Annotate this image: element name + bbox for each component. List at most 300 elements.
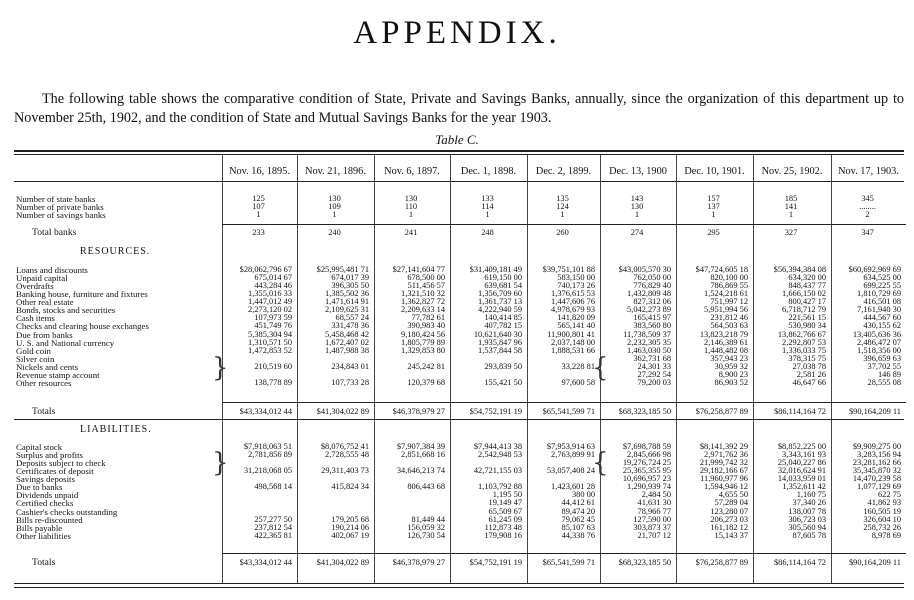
- table-row: [0, 347, 914, 355]
- table-row: [0, 459, 914, 467]
- table-cell: 1,448,482 08: [704, 345, 748, 355]
- row-label: Banking house, furniture and fixtures: [16, 289, 148, 300]
- table-cell: 1,805,779 89: [401, 337, 445, 347]
- row-label: Surplus and profits: [16, 450, 83, 461]
- table-cell: 1,352,611 42: [782, 482, 826, 492]
- table-cell: 820,100 00: [710, 273, 748, 283]
- column-header: Dec. 2, 1899.: [535, 166, 592, 177]
- table-cell: 415,824 34: [331, 482, 369, 492]
- table-cell: 800,427 17: [788, 297, 826, 307]
- table-cell: 806,443 68: [407, 482, 445, 492]
- table-cell: 130: [404, 194, 418, 203]
- table-cell: 27,038 78: [792, 361, 826, 371]
- table-cell: 1: [711, 210, 716, 219]
- table-cell: 126,730 54: [407, 530, 445, 540]
- table-cell: 2,146,389 61: [704, 337, 748, 347]
- table-cell: 21,999,742 32: [699, 458, 748, 468]
- table-cell: 1,537,844 58: [478, 345, 522, 355]
- table-cell: 827,312 06: [633, 297, 671, 307]
- liabilities-totals-row: [0, 559, 914, 567]
- table-cell: $65,541,599 71: [542, 407, 595, 416]
- row-label: Dividends unpaid: [16, 490, 79, 501]
- table-cell: 619,150 00: [484, 273, 522, 283]
- table-cell: 2,486,472 07: [857, 337, 901, 347]
- table-cell: 2,209,633 14: [401, 305, 445, 315]
- table-cell: 1,888,531 66: [551, 345, 595, 355]
- table-cell: 293,839 50: [484, 361, 522, 371]
- table-cell: 79,200 03: [637, 377, 671, 387]
- table-cell: 1,336,033 75: [782, 345, 826, 355]
- table-cell: 10,696,957 23: [622, 474, 671, 484]
- table-cell: 305,560 94: [788, 522, 826, 532]
- table-row: [0, 475, 914, 483]
- table-cell: 1: [256, 210, 261, 219]
- table-cell: 65,509 67: [488, 506, 522, 516]
- table-cell: 430,155 62: [863, 321, 901, 331]
- table-cell: 133: [481, 194, 494, 203]
- table-cell: 3,343,161 93: [782, 450, 826, 460]
- table-cell: 30,959 32: [714, 361, 748, 371]
- table-cell: 97,600 58: [561, 377, 595, 387]
- table-cell: 1,310,571 50: [248, 337, 292, 347]
- table-cell: 155,421 50: [484, 377, 522, 387]
- table-cell: 5,385,304 94: [248, 329, 292, 339]
- table-cell: 378,315 75: [788, 353, 826, 363]
- table-cell: 165,415 97: [633, 313, 671, 323]
- table-row: [0, 443, 914, 451]
- table-cell: $7,944,413 38: [473, 442, 522, 451]
- table-cell: 156,059 32: [407, 522, 445, 532]
- table-cell: 124: [556, 202, 569, 211]
- column-header: Dec. 1, 1898.: [460, 166, 517, 177]
- table-cell: 274: [630, 228, 644, 237]
- table-cell: 29,311,403 73: [321, 466, 369, 476]
- table-cell: 120,379 68: [407, 377, 445, 387]
- table-cell: 46,647 66: [792, 377, 826, 387]
- table-cell: 25,365,355 95: [622, 466, 671, 476]
- row-label: Savings deposits: [16, 474, 75, 485]
- section-heading: RESOURCES.: [80, 246, 151, 257]
- row-label: Revenue stamp account: [16, 369, 100, 380]
- table-cell: 258,732 26: [863, 522, 901, 532]
- table-cell: 740,173 26: [557, 281, 595, 291]
- table-cell: 127,590 00: [633, 514, 671, 524]
- table-cell: 78,966 77: [637, 506, 671, 516]
- brace-mark: }: [212, 353, 229, 383]
- table-cell: 4,978,679 93: [551, 305, 595, 315]
- table-cell: 2,292,807 53: [782, 337, 826, 347]
- table-cell: 380 00: [571, 490, 595, 500]
- table-cell: 140,414 85: [484, 313, 522, 323]
- table-cell: 2,037,148 00: [551, 337, 595, 347]
- table-cell: $43,334,012 44: [239, 407, 292, 416]
- table-cell: $39,751,101 88: [542, 265, 595, 274]
- table-cell: 257,277 50: [254, 514, 292, 524]
- table-cell: 1,385,502 36: [325, 289, 369, 299]
- table-cell: 179,205 68: [331, 514, 369, 524]
- table-cell: 1,103,792 88: [478, 482, 522, 492]
- table-cell: 107,733 28: [331, 377, 369, 387]
- table-cell: 674,017 39: [331, 273, 369, 283]
- table-cell: 13,862,766 67: [777, 329, 826, 339]
- table-row: [0, 195, 914, 203]
- table-cell: $43,334,012 44: [239, 558, 292, 567]
- row-label: Bills payable: [16, 522, 63, 533]
- table-cell: $65,541,599 71: [542, 558, 595, 567]
- table-cell: 28,555 08: [867, 377, 901, 387]
- table-cell: 81,449 44: [411, 514, 445, 524]
- table-cell: 240: [328, 228, 341, 237]
- row-label: Loans and discounts: [16, 265, 88, 275]
- table-cell: $86,114,164 72: [773, 558, 826, 567]
- row-label: Certified checks: [16, 498, 74, 509]
- table-cell: 107: [252, 202, 265, 211]
- table-cell: 1,321,510 32: [401, 289, 445, 299]
- table-cell: 564,503 63: [710, 321, 748, 331]
- column-header: Nov. 25, 1902.: [761, 166, 823, 177]
- resources-totals-row: [0, 408, 914, 416]
- row-label: Silver coin: [16, 353, 55, 364]
- row-label: Number of private banks: [16, 202, 104, 212]
- table-cell: $54,752,191 19: [469, 407, 522, 416]
- table-cell: 2,542,948 53: [478, 450, 522, 460]
- table-cell: 451,749 76: [254, 321, 292, 331]
- table-row: [0, 491, 914, 499]
- table-cell: 8,900 23: [718, 369, 748, 379]
- table-cell: 14,470,239 58: [852, 474, 901, 484]
- table-cell: $76,258,877 89: [695, 558, 748, 567]
- table-cell: 1: [788, 210, 794, 219]
- table-row: [0, 516, 914, 524]
- table-cell: 248: [481, 228, 494, 237]
- table-cell: 114: [481, 202, 494, 211]
- table-cell: 14,033,959 01: [777, 474, 826, 484]
- table-cell: 130: [630, 202, 644, 211]
- table-cell: ........: [859, 202, 876, 211]
- table-cell: 2,845,666 98: [627, 450, 671, 460]
- row-label: Cashier's checks outstanding: [16, 506, 118, 517]
- table-cell: 396,305 50: [331, 281, 369, 291]
- column-header: Dec. 13, 1900: [609, 166, 667, 177]
- table-cell: 1,524,218 61: [704, 289, 748, 299]
- table-row: [0, 508, 914, 516]
- table-cell: 61,245 09: [488, 514, 522, 524]
- table-cell: 4,222,940 59: [478, 305, 522, 315]
- table-cell: 422,365 81: [254, 530, 292, 540]
- table-cell: 1,672,407 02: [325, 337, 369, 347]
- row-label: Other real estate: [16, 297, 74, 308]
- table-cell: $41,304,022 89: [316, 407, 369, 416]
- table-rule: [14, 150, 904, 152]
- table-cell: 21,707 12: [637, 530, 671, 540]
- table-cell: 112,873 48: [484, 522, 522, 532]
- table-cell: 1,487,988 38: [325, 345, 369, 355]
- table-cell: 1,432,809 48: [627, 289, 671, 299]
- table-cell: $76,258,877 89: [695, 407, 748, 416]
- table-cell: 41,631 30: [637, 498, 671, 508]
- table-row: [0, 371, 914, 379]
- table-rule: [222, 402, 906, 403]
- table-cell: 6,718,712 79: [782, 305, 826, 315]
- table-cell: $90,164,209 11: [848, 558, 901, 567]
- table-cell: 1,290,939 74: [627, 482, 671, 492]
- table-cell: 331,478 36: [331, 321, 369, 331]
- table-cell: 109: [328, 202, 341, 211]
- table-cell: 622 75: [877, 490, 901, 500]
- table-cell: 87,605 78: [792, 530, 826, 540]
- table-row: [0, 266, 914, 274]
- row-label: Totals: [32, 557, 56, 568]
- table-rule: [14, 181, 904, 182]
- table-cell: 1,376,615 53: [551, 289, 595, 299]
- table-cell: 327: [784, 228, 798, 237]
- table-cell: 7,161,940 30: [857, 305, 901, 315]
- table-row: [0, 298, 914, 306]
- table-row: [0, 322, 914, 330]
- table-cell: 1,471,614 91: [325, 297, 369, 307]
- row-label: Nickels and cents: [16, 361, 79, 372]
- table-cell: 1,472,853 52: [248, 345, 292, 355]
- table-caption: Table C.: [435, 132, 479, 147]
- table-rule: [14, 419, 904, 420]
- table-cell: $47,724,605 18: [695, 265, 748, 274]
- table-cell: 2,763,899 91: [551, 450, 595, 460]
- table-cell: 751,997 12: [710, 297, 748, 307]
- table-cell: 245,242 81: [407, 361, 445, 371]
- table-rule: [14, 154, 904, 155]
- table-cell: 1: [408, 210, 414, 219]
- row-label: Totals: [32, 406, 56, 417]
- table-cell: 138,007 78: [788, 506, 826, 516]
- table-rule: [14, 583, 904, 584]
- table-cell: $27,141,604 77: [392, 265, 445, 274]
- table-cell: 565,141 40: [557, 321, 595, 331]
- column-header: Nov. 16, 1895.: [229, 166, 290, 177]
- table-cell: 9,180,424 56: [401, 329, 445, 339]
- table-cell: 1,361,737 13: [478, 297, 522, 307]
- table-cell: 443,284 46: [254, 281, 292, 291]
- row-label: Bonds, stocks and securities: [16, 305, 116, 316]
- row-label: Number of state banks: [16, 194, 96, 204]
- table-cell: 221,561 15: [788, 313, 826, 323]
- table-cell: $54,752,191 19: [469, 558, 522, 567]
- table-cell: 29,182,166 67: [699, 466, 748, 476]
- table-cell: 1,447,606 76: [551, 297, 595, 307]
- table-cell: $7,918,063 51: [243, 442, 292, 451]
- table-cell: 678,500 00: [407, 273, 445, 283]
- row-label: Gold coin: [16, 345, 51, 356]
- table-cell: 2,781,856 89: [248, 450, 292, 460]
- table-cell: 1,447,012 49: [248, 297, 292, 307]
- table-cell: 1,329,853 80: [401, 345, 445, 355]
- table-row: [0, 363, 914, 371]
- table-cell: 260: [556, 228, 569, 237]
- table-cell: 347: [861, 228, 874, 237]
- table-cell: 37,340 26: [792, 498, 826, 508]
- table-row: [0, 290, 914, 298]
- table-cell: 3,283,156 94: [857, 450, 901, 460]
- row-label: Capital stock: [16, 442, 63, 452]
- table-cell: 1,195 50: [492, 490, 522, 500]
- table-cell: 1,423,601 28: [551, 482, 595, 492]
- table-row: [0, 499, 914, 507]
- table-cell: $7,698,788 59: [622, 442, 671, 451]
- table-cell: 35,345,870 32: [852, 466, 901, 476]
- table-cell: 2,851,668 16: [401, 450, 445, 460]
- table-row: [0, 306, 914, 314]
- table-cell: 639,681 54: [484, 281, 522, 291]
- table-cell: 86,903 52: [714, 377, 748, 387]
- table-cell: 511,456 57: [407, 281, 445, 291]
- table-cell: 5,951,994 56: [704, 305, 748, 315]
- table-cell: 675,014 67: [254, 273, 292, 283]
- table-cell: 11,738,509 37: [623, 329, 671, 339]
- table-cell: 1: [560, 210, 565, 219]
- table-cell: 27,292 54: [637, 369, 671, 379]
- table-cell: 237,812 54: [254, 522, 292, 532]
- table-cell: 786,869 55: [710, 281, 748, 291]
- table-rule: [14, 587, 904, 588]
- table-cell: 2,581 26: [796, 369, 826, 379]
- row-label: Bills re-discounted: [16, 514, 83, 525]
- table-cell: 2: [865, 210, 870, 219]
- table-cell: 1: [332, 210, 337, 219]
- table-cell: 19,149 47: [488, 498, 522, 508]
- table-cell: 444,567 60: [863, 313, 901, 323]
- table-cell: 15,143 37: [714, 530, 748, 540]
- table-cell: 396,659 63: [863, 353, 901, 363]
- table-cell: 362,731 68: [633, 353, 671, 363]
- table-cell: 42,721,155 03: [473, 466, 522, 476]
- table-cell: $25,995,481 71: [316, 265, 369, 274]
- row-label: Deposits subject to check: [16, 458, 106, 469]
- column-header: Nov. 17, 1903.: [838, 166, 899, 177]
- table-cell: 2,971,762 36: [704, 450, 748, 460]
- table-cell: 357,943 23: [710, 353, 748, 363]
- table-cell: 241: [404, 228, 418, 237]
- table-cell: 25,040,227 86: [777, 458, 826, 468]
- table-cell: 79,062 45: [561, 514, 595, 524]
- table-cell: 1,160 75: [796, 490, 826, 500]
- table-cell: 23,281,162 66: [852, 458, 901, 468]
- table-cell: 179,908 16: [484, 530, 522, 540]
- table-cell: $90,164,209 11: [848, 407, 901, 416]
- table-cell: 2,728,555 48: [325, 450, 369, 460]
- table-cell: $31,409,181 49: [469, 265, 522, 274]
- table-cell: 44,412 61: [561, 498, 595, 508]
- table-cell: 2,273,120 02: [248, 305, 292, 315]
- page-title: APPENDIX.: [353, 15, 561, 51]
- table-cell: $28,062,796 67: [239, 265, 292, 274]
- table-cell: 5,042,273 89: [627, 305, 671, 315]
- table-cell: 1,666,150 02: [782, 289, 826, 299]
- table-cell: 24,301 33: [637, 361, 671, 371]
- table-cell: 634,525 00: [863, 273, 901, 283]
- table-row: [0, 274, 914, 282]
- table-cell: 137: [707, 202, 720, 211]
- table-cell: $60,692,969 69: [848, 265, 901, 274]
- table-cell: 1,077,129 69: [857, 482, 901, 492]
- row-label: Total banks: [32, 227, 77, 238]
- table-cell: 141,820 09: [557, 313, 595, 323]
- table-row: [0, 331, 914, 339]
- table-cell: 138,778 89: [254, 377, 292, 387]
- table-cell: $8,141,392 29: [699, 442, 748, 451]
- table-cell: 306,723 03: [788, 514, 826, 524]
- table-cell: 583,150 00: [557, 273, 595, 283]
- table-row: [0, 379, 914, 387]
- table-cell: 13,405,636 36: [852, 329, 901, 339]
- brace-mark: }: [212, 448, 229, 478]
- table-cell: 498,568 14: [254, 482, 292, 492]
- row-label: Other resources: [16, 377, 72, 388]
- table-cell: 1,362,827 72: [401, 297, 445, 307]
- table-cell: 303,873 37: [633, 522, 671, 532]
- row-label: Unpaid capital: [16, 273, 68, 284]
- table-cell: 699,225 55: [863, 281, 901, 291]
- table-cell: 135: [556, 194, 569, 203]
- table-cell: 143: [630, 194, 644, 203]
- table-cell: 37,702 55: [867, 361, 901, 371]
- table-cell: 390,983 40: [407, 321, 445, 331]
- table-cell: 1,810,729 69: [857, 289, 901, 299]
- table-cell: 407,782 15: [484, 321, 522, 331]
- table-cell: 44,338 76: [561, 530, 595, 540]
- table-row: [0, 203, 914, 211]
- table-cell: 1,355,016 33: [248, 289, 292, 299]
- table-cell: 848,437 77: [788, 281, 826, 291]
- table-cell: 125: [252, 194, 265, 203]
- table-cell: 1,518,356 00: [857, 345, 901, 355]
- table-cell: $68,323,185 50: [618, 558, 671, 567]
- table-cell: 383,560 80: [633, 321, 671, 331]
- table-cell: $7,953,914 63: [546, 442, 595, 451]
- row-label: Number of savings banks: [16, 210, 106, 220]
- table-cell: 146 89: [877, 369, 901, 379]
- table-row: [0, 339, 914, 347]
- table-cell: 57,289 04: [714, 498, 748, 508]
- row-label: Checks and clearing house exchanges: [16, 321, 149, 332]
- row-label: Cash items: [16, 313, 55, 324]
- column-header: Nov. 6, 1897.: [384, 166, 440, 177]
- table-cell: 326,604 10: [863, 514, 901, 524]
- table-cell: 206,273 03: [710, 514, 748, 524]
- table-cell: 210,519 60: [254, 361, 292, 371]
- column-header: Nov. 21, 1896.: [305, 166, 366, 177]
- table-rule: [222, 553, 906, 554]
- table-cell: 157: [707, 194, 720, 203]
- row-label: Due from banks: [16, 329, 73, 340]
- table-cell: $41,304,022 89: [316, 558, 369, 567]
- table-cell: $56,394,384 08: [773, 265, 826, 274]
- table-cell: 1: [485, 210, 490, 219]
- table-cell: 2,232,305 35: [627, 337, 671, 347]
- table-cell: 231,812 46: [710, 313, 748, 323]
- row-label: Overdrafts: [16, 281, 54, 292]
- table-cell: $7,907,384 39: [396, 442, 445, 451]
- table-cell: $68,323,185 50: [618, 407, 671, 416]
- section-heading: LIABILITIES.: [80, 424, 152, 435]
- table-cell: 130: [328, 194, 341, 203]
- table-row: [0, 524, 914, 532]
- table-cell: 2,109,625 31: [325, 305, 369, 315]
- table-cell: 8,978 69: [871, 530, 901, 540]
- table-cell: 190,214 06: [331, 522, 369, 532]
- table-cell: 68,557 24: [335, 313, 369, 323]
- table-cell: 295: [707, 228, 720, 237]
- table-row: [0, 211, 914, 219]
- table-cell: $46,378,979 27: [392, 407, 445, 416]
